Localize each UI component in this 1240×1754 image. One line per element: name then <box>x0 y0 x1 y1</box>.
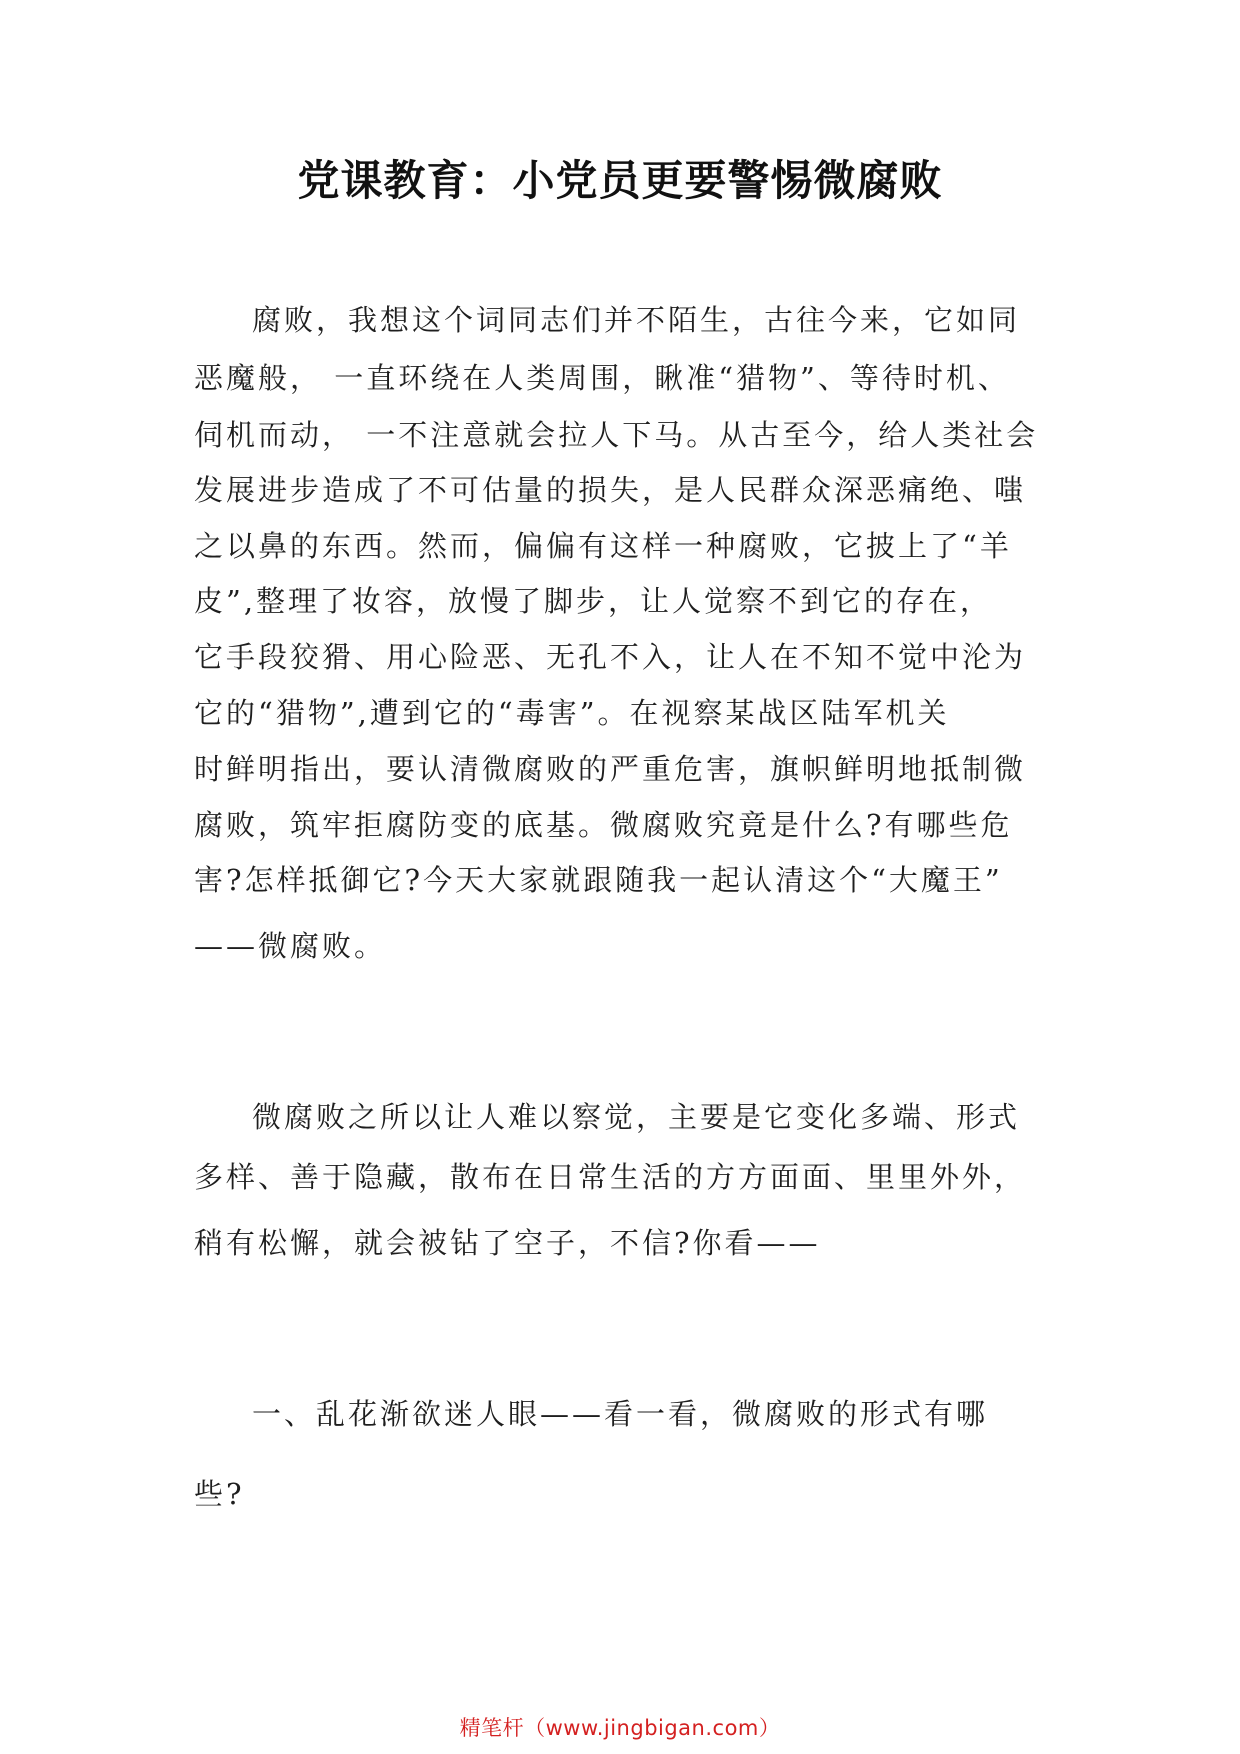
paragraph-2-line-3: 稍有松懈，就会被钻了空子，不信?你看—— <box>194 1226 821 1260</box>
footer-watermark-link[interactable]: 精笔杆（www.jingbigan.com） <box>459 1716 781 1740</box>
paragraph-1-line-10: 腐败，筑牢拒腐防变的底基。微腐败究竟是什么?有哪些危 <box>194 808 1013 842</box>
paragraph-1-line-11: 害?怎样抵御它?今天大家就跟随我一起认清这个“大魔王” <box>194 863 1003 897</box>
document-title: 党课教育：小党员更要警惕微腐败 <box>297 156 943 205</box>
paragraph-2-line-1: 微腐败之所以让人难以察觉，主要是它变化多端、形式 <box>252 1100 1021 1134</box>
paragraph-1-line-1: 腐败，我想这个词同志们并不陌生，古往今来，它如同 <box>252 303 1021 337</box>
paragraph-1-line-6: 皮”,整理了妆容，放慢了脚步，让人觉察不到它的存在， <box>194 584 993 618</box>
paragraph-1-line-4: 发展进步造成了不可估量的损失，是人民群众深恶痛绝、嗤 <box>194 473 1027 507</box>
section-heading-line-1: 一、乱花渐欲迷人眼——看一看，微腐败的形式有哪 <box>252 1397 989 1431</box>
paragraph-1-line-8: 它的“猎物”,遭到它的“毒害”。在视察某战区陆军机关 <box>194 696 950 730</box>
paragraph-1-line-5: 之以鼻的东西。然而，偏偏有这样一种腐败，它披上了“羊 <box>194 529 1012 563</box>
paragraph-1-line-7: 它手段狡猾、用心险恶、无孔不入，让人在不知不觉中沦为 <box>194 640 1027 674</box>
paragraph-1-line-9: 时鲜明指出，要认清微腐败的严重危害，旗帜鲜明地抵制微 <box>194 752 1027 786</box>
section-heading-line-2: 些? <box>194 1477 245 1511</box>
paragraph-2-line-2: 多样、善于隐藏，散布在日常生活的方方面面、里里外外， <box>194 1160 1027 1194</box>
paragraph-1-line-3: 伺机而动， 一不注意就会拉人下马。从古至今，给人类社会 <box>194 418 1039 452</box>
paragraph-1-line-12: ——微腐败。 <box>194 929 387 963</box>
paragraph-1-line-2: 恶魔般， 一直环绕在人类周围，瞅准“猎物”、等待时机、 <box>194 361 1010 395</box>
